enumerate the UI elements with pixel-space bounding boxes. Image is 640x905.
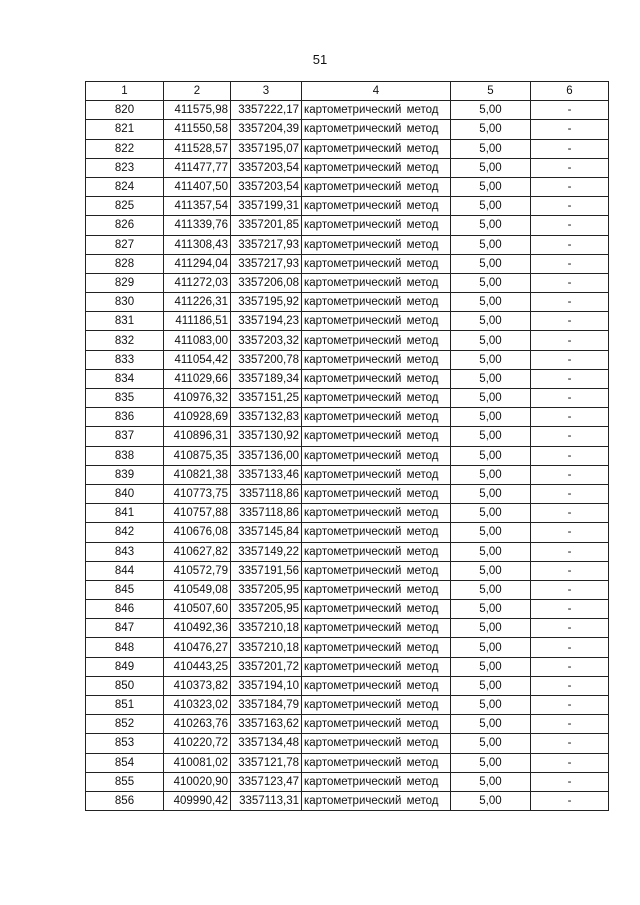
cell-accuracy: 5,00 [451, 523, 531, 542]
cell-coord-y: 3357217,93 [231, 254, 302, 273]
cell-coord-x: 411294,04 [164, 254, 231, 273]
cell-point-number: 842 [86, 523, 164, 542]
cell-note: - [531, 772, 609, 791]
cell-coord-y: 3357204,39 [231, 120, 302, 139]
table-row [86, 715, 609, 734]
cell-coord-x: 410443,25 [164, 657, 231, 676]
cell-accuracy: 5,00 [451, 657, 531, 676]
cell-note: - [531, 293, 609, 312]
table-row [86, 600, 609, 619]
cell-coord-y: 3357118,86 [231, 484, 302, 503]
cell-coord-y: 3357195,07 [231, 139, 302, 158]
cell-method: картометрический метод [302, 696, 451, 715]
cell-accuracy: 5,00 [451, 734, 531, 753]
cell-note: - [531, 177, 609, 196]
cell-method: картометрический метод [302, 484, 451, 503]
cell-coord-y: 3357145,84 [231, 523, 302, 542]
table-row [86, 197, 609, 216]
cell-point-number: 837 [86, 427, 164, 446]
cell-coord-y: 3357133,46 [231, 465, 302, 484]
cell-accuracy: 5,00 [451, 408, 531, 427]
table-row [86, 734, 609, 753]
table-row [86, 216, 609, 235]
cell-coord-y: 3357189,34 [231, 369, 302, 388]
table-row [86, 177, 609, 196]
cell-point-number: 838 [86, 446, 164, 465]
table-body [86, 101, 609, 811]
cell-note: - [531, 657, 609, 676]
cell-accuracy: 5,00 [451, 772, 531, 791]
cell-coord-y: 3357113,31 [231, 791, 302, 810]
table-row [86, 772, 609, 791]
table-row [86, 139, 609, 158]
cell-coord-y: 3357222,17 [231, 101, 302, 120]
table-row [86, 350, 609, 369]
cell-coord-x: 410821,38 [164, 465, 231, 484]
cell-coord-y: 3357184,79 [231, 696, 302, 715]
cell-note: - [531, 696, 609, 715]
cell-coord-x: 410875,35 [164, 446, 231, 465]
cell-note: - [531, 312, 609, 331]
cell-accuracy: 5,00 [451, 446, 531, 465]
cell-method: картометрический метод [302, 254, 451, 273]
cell-note: - [531, 791, 609, 810]
cell-accuracy: 5,00 [451, 542, 531, 561]
cell-method: картометрический метод [302, 120, 451, 139]
table-row [86, 484, 609, 503]
cell-accuracy: 5,00 [451, 293, 531, 312]
cell-accuracy: 5,00 [451, 791, 531, 810]
cell-note: - [531, 216, 609, 235]
header-row [86, 82, 609, 101]
cell-coord-y: 3357118,86 [231, 504, 302, 523]
cell-point-number: 826 [86, 216, 164, 235]
cell-point-number: 832 [86, 331, 164, 350]
table-row [86, 657, 609, 676]
cell-point-number: 821 [86, 120, 164, 139]
table-row [86, 120, 609, 139]
cell-point-number: 849 [86, 657, 164, 676]
cell-method: картометрический метод [302, 408, 451, 427]
table-row [86, 753, 609, 772]
cell-coord-y: 3357205,95 [231, 580, 302, 599]
cell-coord-x: 411575,98 [164, 101, 231, 120]
table-row [86, 446, 609, 465]
cell-method: картометрический метод [302, 772, 451, 791]
table-row [86, 504, 609, 523]
cell-coord-x: 411226,31 [164, 293, 231, 312]
cell-point-number: 820 [86, 101, 164, 120]
cell-method: картометрический метод [302, 465, 451, 484]
cell-note: - [531, 139, 609, 158]
cell-coord-x: 411339,76 [164, 216, 231, 235]
cell-point-number: 841 [86, 504, 164, 523]
cell-coord-x: 410220,72 [164, 734, 231, 753]
cell-point-number: 843 [86, 542, 164, 561]
cell-coord-x: 411054,42 [164, 350, 231, 369]
table-row [86, 273, 609, 292]
cell-note: - [531, 408, 609, 427]
cell-accuracy: 5,00 [451, 465, 531, 484]
cell-accuracy: 5,00 [451, 139, 531, 158]
cell-coord-x: 411528,57 [164, 139, 231, 158]
cell-coord-x: 410757,88 [164, 504, 231, 523]
cell-method: картометрический метод [302, 638, 451, 657]
cell-note: - [531, 446, 609, 465]
cell-accuracy: 5,00 [451, 638, 531, 657]
cell-point-number: 854 [86, 753, 164, 772]
cell-note: - [531, 619, 609, 638]
cell-method: картометрический метод [302, 580, 451, 599]
cell-coord-y: 3357132,83 [231, 408, 302, 427]
cell-point-number: 829 [86, 273, 164, 292]
cell-point-number: 825 [86, 197, 164, 216]
cell-method: картометрический метод [302, 561, 451, 580]
cell-accuracy: 5,00 [451, 427, 531, 446]
cell-accuracy: 5,00 [451, 561, 531, 580]
cell-note: - [531, 465, 609, 484]
table-row [86, 389, 609, 408]
cell-method: картометрический метод [302, 676, 451, 695]
cell-note: - [531, 580, 609, 599]
cell-accuracy: 5,00 [451, 254, 531, 273]
cell-coord-x: 411477,77 [164, 158, 231, 177]
cell-coord-y: 3357194,10 [231, 676, 302, 695]
cell-coord-y: 3357201,85 [231, 216, 302, 235]
cell-coord-y: 3357200,78 [231, 350, 302, 369]
cell-coord-x: 411272,03 [164, 273, 231, 292]
cell-accuracy: 5,00 [451, 158, 531, 177]
table-row [86, 293, 609, 312]
cell-point-number: 836 [86, 408, 164, 427]
table-row [86, 465, 609, 484]
cell-method: картометрический метод [302, 657, 451, 676]
cell-coord-x: 410263,76 [164, 715, 231, 734]
cell-method: картометрический метод [302, 619, 451, 638]
cell-accuracy: 5,00 [451, 504, 531, 523]
cell-coord-y: 3357206,08 [231, 273, 302, 292]
cell-point-number: 823 [86, 158, 164, 177]
table-row [86, 619, 609, 638]
cell-coord-y: 3357191,56 [231, 561, 302, 580]
cell-accuracy: 5,00 [451, 312, 531, 331]
cell-accuracy: 5,00 [451, 177, 531, 196]
cell-method: картометрический метод [302, 312, 451, 331]
cell-coord-y: 3357195,92 [231, 293, 302, 312]
cell-note: - [531, 734, 609, 753]
cell-note: - [531, 120, 609, 139]
cell-point-number: 846 [86, 600, 164, 619]
table-row [86, 312, 609, 331]
cell-note: - [531, 638, 609, 657]
cell-note: - [531, 523, 609, 542]
table-row [86, 542, 609, 561]
cell-coord-y: 3357163,62 [231, 715, 302, 734]
cell-accuracy: 5,00 [451, 216, 531, 235]
cell-coord-y: 3357205,95 [231, 600, 302, 619]
cell-point-number: 827 [86, 235, 164, 254]
cell-point-number: 839 [86, 465, 164, 484]
cell-method: картометрический метод [302, 235, 451, 254]
cell-point-number: 835 [86, 389, 164, 408]
cell-point-number: 834 [86, 369, 164, 388]
cell-method: картометрический метод [302, 753, 451, 772]
cell-point-number: 852 [86, 715, 164, 734]
cell-accuracy: 5,00 [451, 580, 531, 599]
cell-coord-y: 3357121,78 [231, 753, 302, 772]
cell-note: - [531, 542, 609, 561]
cell-method: картометрический метод [302, 389, 451, 408]
cell-note: - [531, 753, 609, 772]
cell-note: - [531, 158, 609, 177]
cell-coord-y: 3357203,54 [231, 177, 302, 196]
cell-coord-x: 410676,08 [164, 523, 231, 542]
cell-accuracy: 5,00 [451, 619, 531, 638]
cell-method: картометрический метод [302, 523, 451, 542]
cell-point-number: 851 [86, 696, 164, 715]
cell-coord-x: 410492,36 [164, 619, 231, 638]
cell-accuracy: 5,00 [451, 235, 531, 254]
cell-accuracy: 5,00 [451, 484, 531, 503]
cell-point-number: 853 [86, 734, 164, 753]
cell-method: картометрический метод [302, 427, 451, 446]
cell-accuracy: 5,00 [451, 197, 531, 216]
cell-note: - [531, 676, 609, 695]
table-header [86, 82, 609, 101]
cell-point-number: 848 [86, 638, 164, 657]
cell-point-number: 855 [86, 772, 164, 791]
cell-method: картометрический метод [302, 791, 451, 810]
cell-accuracy: 5,00 [451, 753, 531, 772]
cell-coord-y: 3357203,54 [231, 158, 302, 177]
cell-method: картометрический метод [302, 600, 451, 619]
table-row [86, 638, 609, 657]
cell-point-number: 856 [86, 791, 164, 810]
cell-note: - [531, 427, 609, 446]
cell-point-number: 850 [86, 676, 164, 695]
cell-method: картометрический метод [302, 369, 451, 388]
cell-note: - [531, 273, 609, 292]
cell-accuracy: 5,00 [451, 389, 531, 408]
cell-point-number: 844 [86, 561, 164, 580]
cell-coord-y: 3357130,92 [231, 427, 302, 446]
cell-coord-x: 410476,27 [164, 638, 231, 657]
cell-note: - [531, 484, 609, 503]
cell-method: картометрический метод [302, 446, 451, 465]
cell-point-number: 831 [86, 312, 164, 331]
cell-method: картометрический метод [302, 331, 451, 350]
cell-method: картометрический метод [302, 293, 451, 312]
table-row [86, 101, 609, 120]
cell-coord-x: 409990,42 [164, 791, 231, 810]
cell-coord-x: 410572,79 [164, 561, 231, 580]
cell-point-number: 847 [86, 619, 164, 638]
table-row [86, 331, 609, 350]
cell-accuracy: 5,00 [451, 369, 531, 388]
cell-coord-x: 411407,50 [164, 177, 231, 196]
cell-coord-x: 411083,00 [164, 331, 231, 350]
cell-point-number: 828 [86, 254, 164, 273]
cell-accuracy: 5,00 [451, 331, 531, 350]
cell-coord-x: 410976,32 [164, 389, 231, 408]
cell-coord-x: 411186,51 [164, 312, 231, 331]
cell-method: картометрический метод [302, 350, 451, 369]
cell-accuracy: 5,00 [451, 120, 531, 139]
cell-coord-x: 410081,02 [164, 753, 231, 772]
cell-coord-x: 411308,43 [164, 235, 231, 254]
cell-coord-x: 410020,90 [164, 772, 231, 791]
table-row [86, 561, 609, 580]
cell-accuracy: 5,00 [451, 101, 531, 120]
cell-coord-x: 411029,66 [164, 369, 231, 388]
header-col-6: 6 [531, 82, 609, 101]
table-row [86, 369, 609, 388]
table-row [86, 158, 609, 177]
cell-point-number: 845 [86, 580, 164, 599]
cell-note: - [531, 389, 609, 408]
cell-coord-y: 3357210,18 [231, 638, 302, 657]
page-number: 51 [312, 52, 328, 67]
header-col-3: 3 [231, 82, 302, 101]
cell-point-number: 833 [86, 350, 164, 369]
cell-coord-x: 410507,60 [164, 600, 231, 619]
header-col-5: 5 [451, 82, 531, 101]
cell-coord-x: 410928,69 [164, 408, 231, 427]
table-row [86, 408, 609, 427]
header-col-2: 2 [164, 82, 231, 101]
cell-method: картометрический метод [302, 715, 451, 734]
cell-coord-x: 410627,82 [164, 542, 231, 561]
cell-note: - [531, 101, 609, 120]
table-row [86, 523, 609, 542]
cell-note: - [531, 235, 609, 254]
cell-accuracy: 5,00 [451, 696, 531, 715]
cell-point-number: 822 [86, 139, 164, 158]
cell-coord-y: 3357151,25 [231, 389, 302, 408]
cell-coord-x: 410896,31 [164, 427, 231, 446]
cell-coord-x: 411357,54 [164, 197, 231, 216]
cell-coord-y: 3357134,48 [231, 734, 302, 753]
cell-accuracy: 5,00 [451, 600, 531, 619]
cell-accuracy: 5,00 [451, 350, 531, 369]
cell-coord-y: 3357194,23 [231, 312, 302, 331]
table-row [86, 427, 609, 446]
cell-note: - [531, 331, 609, 350]
table-row [86, 580, 609, 599]
cell-note: - [531, 715, 609, 734]
cell-point-number: 840 [86, 484, 164, 503]
cell-coord-y: 3357149,22 [231, 542, 302, 561]
cell-note: - [531, 254, 609, 273]
coordinates-table [85, 81, 609, 811]
header-col-1: 1 [86, 82, 164, 101]
cell-method: картометрический метод [302, 504, 451, 523]
cell-method: картометрический метод [302, 177, 451, 196]
cell-note: - [531, 369, 609, 388]
cell-accuracy: 5,00 [451, 676, 531, 695]
cell-point-number: 824 [86, 177, 164, 196]
cell-method: картометрический метод [302, 542, 451, 561]
table-row [86, 254, 609, 273]
cell-coord-y: 3357203,32 [231, 331, 302, 350]
cell-method: картометрический метод [302, 101, 451, 120]
table-row [86, 235, 609, 254]
cell-note: - [531, 561, 609, 580]
cell-coord-x: 410773,75 [164, 484, 231, 503]
table-row [86, 676, 609, 695]
table-row [86, 696, 609, 715]
cell-note: - [531, 197, 609, 216]
cell-method: картометрический метод [302, 197, 451, 216]
cell-method: картометрический метод [302, 216, 451, 235]
cell-coord-x: 410549,08 [164, 580, 231, 599]
cell-coord-y: 3357210,18 [231, 619, 302, 638]
cell-method: картометрический метод [302, 734, 451, 753]
cell-accuracy: 5,00 [451, 715, 531, 734]
cell-coord-x: 410323,02 [164, 696, 231, 715]
cell-coord-x: 410373,82 [164, 676, 231, 695]
cell-coord-y: 3357136,00 [231, 446, 302, 465]
table-row [86, 791, 609, 810]
cell-note: - [531, 350, 609, 369]
cell-method: картометрический метод [302, 158, 451, 177]
header-col-4: 4 [302, 82, 451, 101]
cell-coord-y: 3357123,47 [231, 772, 302, 791]
cell-coord-y: 3357199,31 [231, 197, 302, 216]
cell-coord-y: 3357201,72 [231, 657, 302, 676]
cell-coord-y: 3357217,93 [231, 235, 302, 254]
cell-method: картометрический метод [302, 139, 451, 158]
cell-point-number: 830 [86, 293, 164, 312]
cell-method: картометрический метод [302, 273, 451, 292]
cell-note: - [531, 504, 609, 523]
cell-note: - [531, 600, 609, 619]
cell-accuracy: 5,00 [451, 273, 531, 292]
cell-coord-x: 411550,58 [164, 120, 231, 139]
